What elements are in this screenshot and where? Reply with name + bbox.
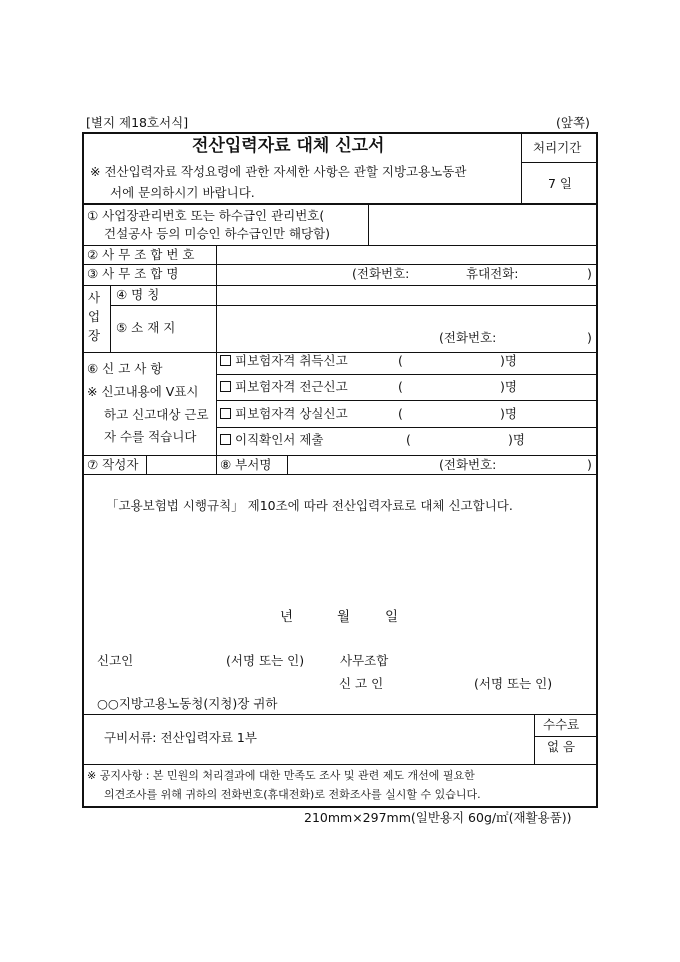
report-item-separation-cert[interactable]: 이직확인서 제출 ( )명 xyxy=(220,434,596,452)
writer-phone-close: ) xyxy=(587,457,592,472)
paper-spec: 210mm×297mm(일반용지 60g/㎡(재활용품)) xyxy=(304,810,572,825)
date-day: 일 xyxy=(385,609,399,625)
union-name-input[interactable] xyxy=(217,265,347,284)
form-number: [별지 제18호서식] xyxy=(86,115,189,130)
union-number-label: ② 사 무 조 합 번 호 xyxy=(87,247,195,262)
reporter-sign[interactable]: (서명 또는 인) xyxy=(226,653,305,668)
union-phone-close: ) xyxy=(587,266,592,281)
union-phone-label: (전화번호: xyxy=(352,266,410,281)
workplace-label-2: 업 xyxy=(88,309,101,324)
union-reporter-label: 신 고 인 xyxy=(339,676,384,691)
union-name-label: ③ 사 무 조 합 명 xyxy=(87,266,179,281)
workplace-phone-close: ) xyxy=(587,330,592,345)
workplace-phone-label: (전화번호: xyxy=(439,330,497,345)
report-note-1: ※ 신고내용에 V표시 xyxy=(87,384,199,399)
workplace-address-input[interactable] xyxy=(217,306,596,328)
declaration-text: 「고용보험법 시행규칙」 제10조에 따라 전산입력자료로 대체 신고합니다. xyxy=(106,498,513,513)
report-item-acquisition[interactable]: 피보험자격 취득신고 ( )명 xyxy=(220,355,596,373)
report-item-loss[interactable]: 피보험자격 상실신고 ( )명 xyxy=(220,408,596,426)
required-documents: 구비서류: 전산입력자료 1부 xyxy=(104,730,257,745)
recipient: ○○지방고용노동청(지청)장 귀하 xyxy=(97,696,278,711)
department-input[interactable] xyxy=(288,456,428,474)
report-note-2: 하고 신고대상 근로 xyxy=(104,407,209,422)
processing-period-label: 처리기간 xyxy=(533,140,582,155)
mgmt-number-input[interactable] xyxy=(369,205,596,244)
footer-notice-line-1: ※ 공지사항 : 본 민원의 처리결과에 대한 만족도 조사 및 관련 제도 개선에 필요한 xyxy=(87,769,475,782)
writer-label: ⑦ 작성자 xyxy=(87,457,139,472)
union-mobile-label: 휴대전화: xyxy=(466,266,519,281)
union-label: 사무조합 xyxy=(340,653,389,668)
workplace-address-label: ⑤ 소 재 지 xyxy=(116,320,176,335)
footer-notice-line-2: 의견조사를 위해 귀하의 전화번호(휴대전화)로 전화조사를 실시할 수 있습니다. xyxy=(104,788,481,801)
workplace-label-1: 사 xyxy=(88,290,101,305)
notice-line-1: ※ 전산입력자료 작성요령에 관한 자세한 사항은 관할 지방고용노동관 xyxy=(90,164,467,179)
processing-period-value: 7 일 xyxy=(548,176,573,191)
report-label: ⑥ 신 고 사 항 xyxy=(87,361,163,376)
workplace-label-3: 장 xyxy=(88,328,101,343)
mgmt-number-label-2: 건설공사 등의 미승인 하수급인만 해당함) xyxy=(104,226,331,241)
department-label: ⑧ 부서명 xyxy=(220,457,272,472)
page-side-label: (앞쪽) xyxy=(556,115,590,130)
checkbox-icon[interactable] xyxy=(220,408,231,419)
notice-line-2: 서에 문의하시기 바랍니다. xyxy=(110,185,255,200)
workplace-name-label: ④ 명 칭 xyxy=(116,287,160,302)
report-item-transfer[interactable]: 피보험자격 전근신고 ( )명 xyxy=(220,381,596,399)
union-reporter-sign[interactable]: (서명 또는 인) xyxy=(474,676,553,691)
checkbox-icon[interactable] xyxy=(220,381,231,392)
date-month: 월 xyxy=(337,609,351,625)
writer-input[interactable] xyxy=(147,456,216,474)
workplace-name-input[interactable] xyxy=(217,286,596,305)
date-year: 년 xyxy=(280,609,294,625)
fee-value: 없 음 xyxy=(547,739,576,754)
checkbox-icon[interactable] xyxy=(220,355,231,366)
report-note-3: 자 수를 적습니다 xyxy=(104,429,197,444)
form-title: 전산입력자료 대체 신고서 xyxy=(192,136,385,156)
reporter-label: 신고인 xyxy=(97,653,134,668)
union-number-input[interactable] xyxy=(217,246,596,264)
fee-label: 수수료 xyxy=(543,717,580,732)
checkbox-icon[interactable] xyxy=(220,434,231,445)
mgmt-number-label-1: ① 사업장관리번호 또는 하수급인 관리번호( xyxy=(87,208,325,223)
writer-phone-label: (전화번호: xyxy=(439,457,497,472)
